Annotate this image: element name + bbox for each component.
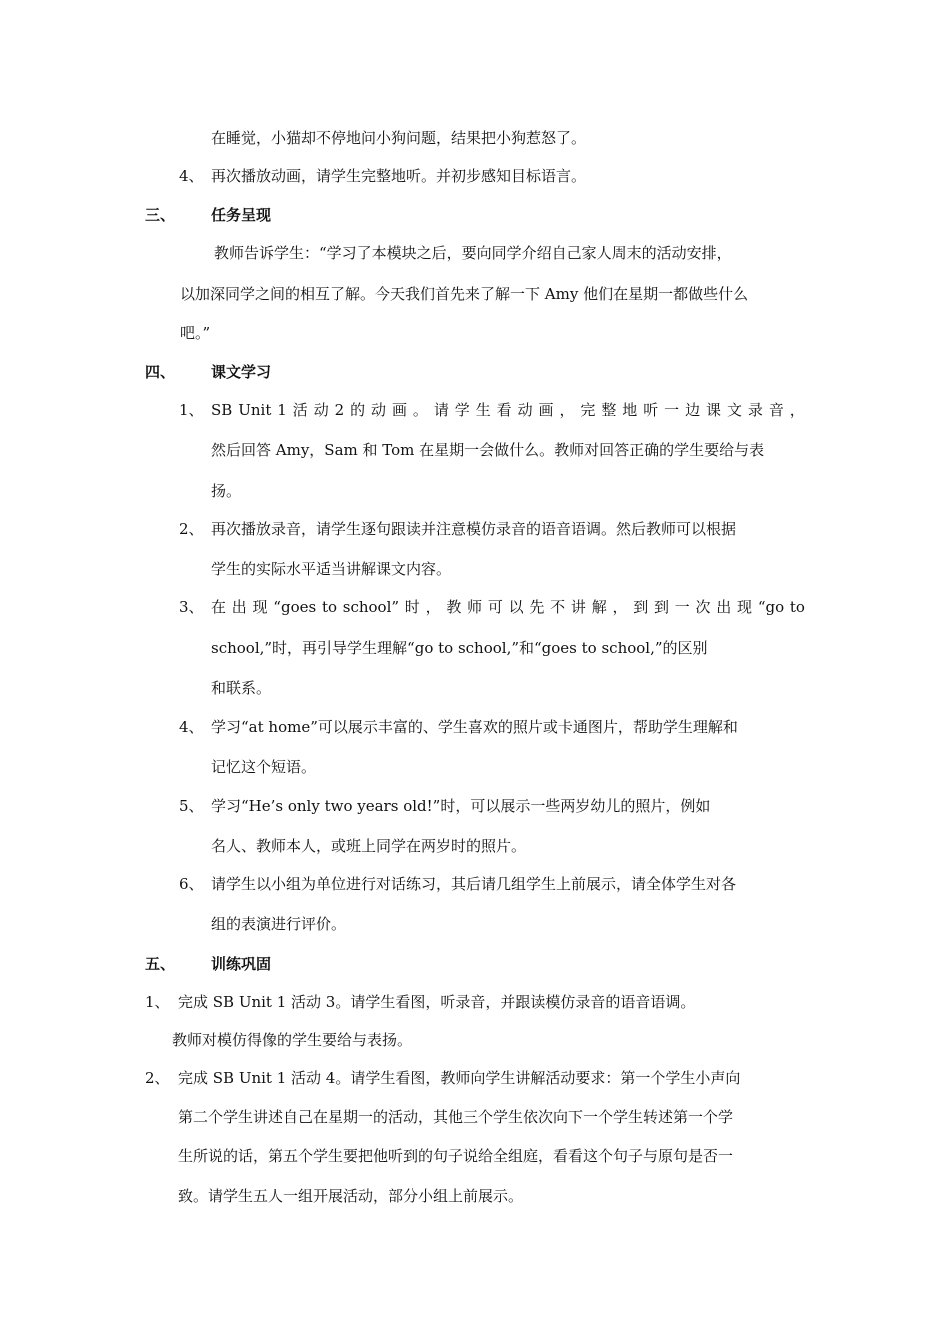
text-token: 的	[350, 401, 366, 419]
text-token: ，	[425, 598, 441, 616]
list-item-text: 学习“He’s only two years old!”时，可以展示一些两岁幼儿的照片，例如	[211, 797, 711, 815]
list-item-text: 名人、教师本人，或班上同学在两岁时的照片。	[211, 837, 527, 855]
list-item-text: 学生的实际水平适当讲解课文内容。	[211, 560, 452, 578]
text-token: school”	[342, 598, 400, 616]
text-token: 一	[664, 401, 680, 419]
list-number: 5、	[179, 797, 204, 815]
text-token: 画	[391, 401, 407, 419]
text-token: 一	[674, 598, 690, 616]
list-item-text: 然后回答 Amy，Sam 和 Tom 在星期一会做什么。教师对回答正确的学生要给与表	[211, 441, 765, 459]
text-token: 边	[685, 401, 701, 419]
text-token: ，	[789, 401, 805, 419]
section-number: 三、	[145, 206, 176, 224]
text-token: 动	[313, 401, 329, 419]
text-token: ，	[559, 401, 575, 419]
text-token: 听	[643, 401, 659, 419]
text-token: 2	[334, 401, 345, 419]
section-number: 五、	[145, 955, 176, 973]
list-item-text-justified	[211, 400, 805, 420]
list-item-text: 请学生以小组为单位进行对话练习，其后请几组学生上前展示，请全体学生对各	[211, 875, 737, 893]
list-item-text: 第二个学生讲述自己在星期一的活动，其他三个学生依次向下一个学生转述第一个学	[178, 1108, 734, 1126]
text-token: 以	[508, 598, 524, 616]
text-token: 地	[622, 401, 638, 419]
list-item-text: 完成 SB Unit 1 活动 4。请学生看图，教师向学生讲解活动要求：第一个学生小声向	[178, 1069, 741, 1087]
text-token: 出	[231, 598, 247, 616]
section-heading: 训练巩固	[211, 955, 272, 973]
text-token: 录	[747, 401, 763, 419]
text-token: 先	[529, 598, 545, 616]
text-token: 课	[706, 401, 722, 419]
paragraph-line: 以加深同学之间的相互了解。今天我们首先来了解一下 Amy 他们在星期一都做些什么	[180, 285, 749, 303]
list-number: 3、	[179, 598, 204, 616]
text-token: 整	[601, 401, 617, 419]
text-token: 请	[433, 401, 449, 419]
text-token: 音	[768, 401, 784, 419]
text-token: 师	[467, 598, 483, 616]
text-token: 画	[538, 401, 554, 419]
text-token: ，	[612, 598, 628, 616]
list-item-text: 完成 SB Unit 1 活动 3。请学生看图，听录音，并跟读模仿录音的语音语调。	[178, 993, 696, 1011]
paragraph-line: 教师告诉学生：“学习了本模块之后，要向同学介绍自己家人周末的活动安排，	[214, 244, 732, 262]
text-token: 不	[550, 598, 566, 616]
paragraph-line: 吧。”	[180, 324, 211, 342]
text-token: 时	[404, 598, 420, 616]
text-token: 活	[292, 401, 308, 419]
text-token: 可	[487, 598, 503, 616]
text-token: 次	[695, 598, 711, 616]
list-item-text: 记忆这个短语。	[211, 758, 317, 776]
text-token: “goes	[273, 598, 317, 616]
text-token: 教	[446, 598, 462, 616]
text-token: to	[321, 598, 337, 616]
list-item-text: 组的表演进行评价。	[211, 915, 347, 933]
text-token: 出	[716, 598, 732, 616]
text-token: 学	[454, 401, 470, 419]
text-token: 完	[580, 401, 596, 419]
paragraph-continuation: 在睡觉，小猫却不停地问小狗问题，结果把小狗惹怒了。	[211, 129, 587, 147]
text-token: 现	[252, 598, 268, 616]
list-item-text: 再次播放动画，请学生完整地听。并初步感知目标语言。	[211, 167, 587, 185]
list-number: 2、	[179, 520, 204, 538]
section-heading: 课文学习	[211, 363, 272, 381]
list-number: 2、	[145, 1069, 170, 1087]
list-item-text: 扬。	[211, 482, 242, 500]
section-heading: 任务呈现	[211, 206, 272, 224]
text-token: to	[789, 598, 805, 616]
list-item-text: 学习“at home”可以展示丰富的、学生喜欢的照片或卡通图片，帮助学生理解和	[211, 718, 738, 736]
text-token: 文	[726, 401, 742, 419]
text-token: 到	[653, 598, 669, 616]
text-token: 。	[412, 401, 428, 419]
list-item-text: school,”时，再引导学生理解“go to school,”和“goes to school,”的区别	[211, 639, 708, 657]
text-token: 在	[211, 598, 227, 616]
list-number: 4、	[179, 718, 204, 736]
list-number: 1、	[145, 993, 170, 1011]
text-token: Unit	[238, 401, 272, 419]
list-number: 4、	[179, 167, 204, 185]
list-item-text: 和联系。	[211, 679, 272, 697]
text-token: 到	[633, 598, 649, 616]
list-number: 6、	[179, 875, 204, 893]
list-number: 1、	[179, 401, 204, 419]
text-token: 1	[277, 401, 287, 419]
list-item-text: 致。请学生五人一组开展活动，部分小组上前展示。	[178, 1187, 524, 1205]
text-token: 看	[496, 401, 512, 419]
list-item-text: 再次播放录音，请学生逐句跟读并注意模仿录音的语音语调。然后教师可以根据	[211, 520, 737, 538]
text-token: 解	[591, 598, 607, 616]
text-token: 讲	[570, 598, 586, 616]
text-token: 现	[737, 598, 753, 616]
text-token: 生	[475, 401, 491, 419]
text-token: SB	[211, 401, 233, 419]
text-token: 动	[517, 401, 533, 419]
list-item-text-justified	[211, 597, 805, 617]
text-token: “go	[757, 598, 785, 616]
list-item-text: 教师对模仿得像的学生要给与表扬。	[172, 1031, 413, 1049]
text-token: 动	[371, 401, 387, 419]
list-item-text: 生所说的话，第五个学生要把他听到的句子说给全组庭，看看这个句子与原句是否一	[178, 1147, 734, 1165]
section-number: 四、	[145, 363, 176, 381]
